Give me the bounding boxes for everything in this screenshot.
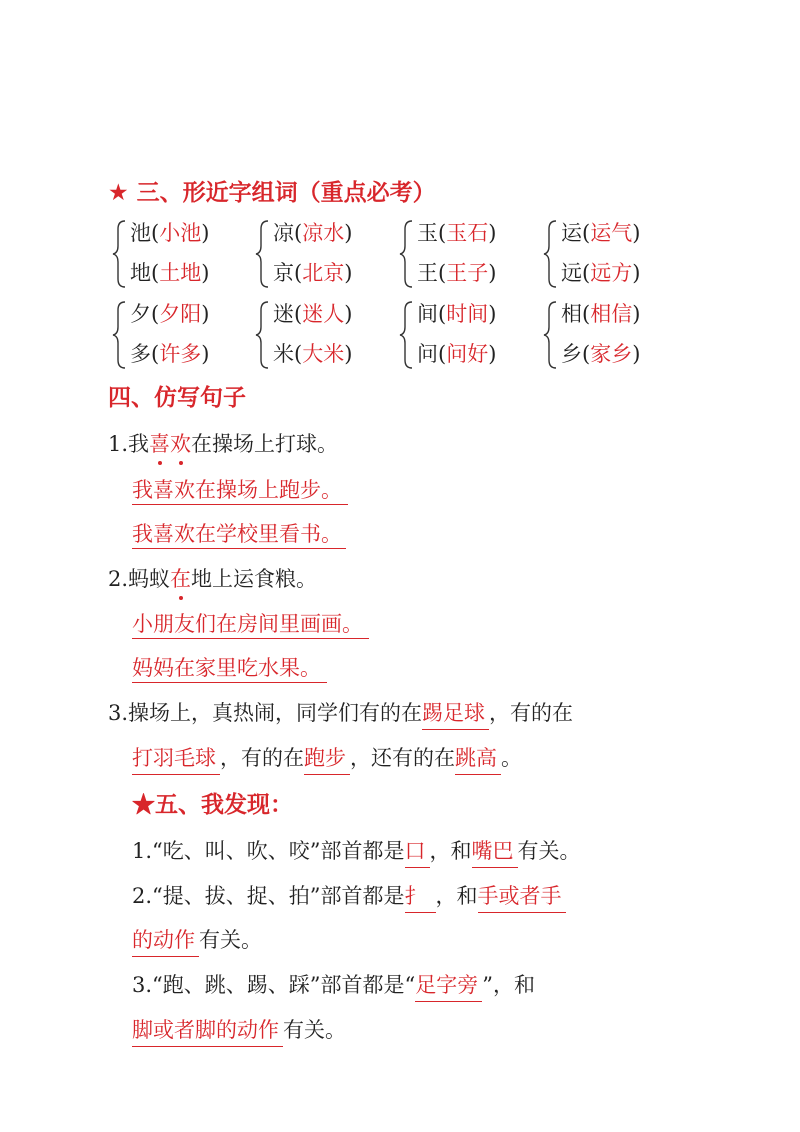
brace-icon [543, 301, 557, 369]
word-group [253, 216, 393, 292]
group-line: 运(运气) [561, 221, 641, 245]
q3-blank-3: 跑步 [304, 742, 350, 775]
group-line: 王(王子) [417, 261, 497, 285]
s5-item-3-cont: 脚或者脚的动作 有关。 [132, 1014, 346, 1047]
s5-i2-blank-2a: 手或者手 [478, 880, 566, 913]
brace-icon [399, 301, 413, 369]
s5-i2-blank-2b: 的动作 [132, 924, 199, 957]
group-line: 地(土地) [130, 261, 210, 285]
word-group [541, 297, 681, 373]
group-line: 迷(迷人) [273, 302, 353, 326]
group-line: 乡(家乡) [561, 342, 641, 366]
group-line: 多(许多) [130, 342, 210, 366]
s5-item-2: 2.“提、拔、捉、拍”部首都是扌 ，和手或者手 [132, 880, 566, 913]
q3-blank-2: 打羽毛球 [132, 742, 220, 775]
section4-heading [108, 383, 246, 413]
q1-answer-1: 我喜欢在操场上跑步。 [132, 474, 348, 506]
s5-i3-blank-1: 足字旁 [415, 969, 482, 1002]
q2-answer-1: 小朋友们在房间里画画。 [132, 608, 369, 640]
s5-i3-blank-2: 脚或者脚的动作 [132, 1014, 283, 1047]
q3-blank-4: 跳高 [455, 742, 501, 775]
group-line: 间(时间) [417, 302, 497, 326]
s5-i1-blank-2: 嘴巴 [472, 835, 518, 868]
group-line: 夕(夕阳) [130, 302, 210, 326]
group-line: 玉(玉石) [417, 221, 497, 245]
section5-title: 五、我发现： [155, 791, 293, 818]
s5-i2-blank-1: 扌 [405, 880, 436, 913]
q2-prompt: 2.蚂蚁在地上运食粮。 [108, 563, 317, 595]
brace-icon [399, 220, 413, 288]
section3-heading [108, 178, 436, 208]
q1-prompt: 1.我喜欢在操场上打球。 [108, 428, 338, 460]
q2-key-word: 在 [170, 563, 191, 595]
s5-item-1: 1.“吃、叫、吹、咬”部首都是口 ，和嘴巴 有关。 [132, 835, 581, 868]
star-icon: ★ [108, 180, 129, 206]
q3-line-1: 3.操场上，真热闹，同学们有的在踢足球 ，有的在 [108, 697, 573, 730]
group-line: 池(小池) [130, 221, 210, 245]
word-group [541, 216, 681, 292]
brace-icon [255, 301, 269, 369]
brace-icon [112, 301, 126, 369]
word-group [253, 297, 393, 373]
s5-item-2-cont: 的动作 有关。 [132, 924, 262, 957]
q2-answer-2: 妈妈在家里吃水果。 [132, 652, 327, 684]
word-group [110, 216, 250, 292]
section4-title: 四、仿写句子 [108, 384, 246, 411]
section5-heading [132, 790, 293, 820]
brace-icon [543, 220, 557, 288]
word-group [110, 297, 250, 373]
word-group [397, 297, 537, 373]
q3-line-2: 打羽毛球 ，有的在跑步 ，还有的在跳高 。 [132, 742, 522, 775]
star-icon: ★ [132, 791, 155, 818]
q1-key-word [149, 428, 191, 460]
word-group [397, 216, 537, 292]
q1-answer-2: 我喜欢在学校里看书。 [132, 518, 346, 550]
brace-icon [112, 220, 126, 288]
group-line: 远(远方) [561, 261, 641, 285]
group-line: 京(北京) [273, 261, 353, 285]
key-char: 喜 [149, 428, 170, 460]
section3-title: 三、形近字组词（重点必考） [136, 179, 436, 206]
s5-item-3: 3.“跑、跳、踢、踩”部首都是“足字旁 ”，和 [132, 969, 535, 1002]
q3-blank-1: 踢足球 [422, 697, 489, 730]
key-char: 欢 [170, 428, 191, 460]
s5-i1-blank-1: 口 [405, 835, 430, 868]
group-line: 米(大米) [273, 342, 353, 366]
group-line: 问(问好) [417, 342, 497, 366]
brace-icon [255, 220, 269, 288]
group-line: 凉(凉水) [273, 221, 353, 245]
group-line: 相(相信) [561, 302, 641, 326]
